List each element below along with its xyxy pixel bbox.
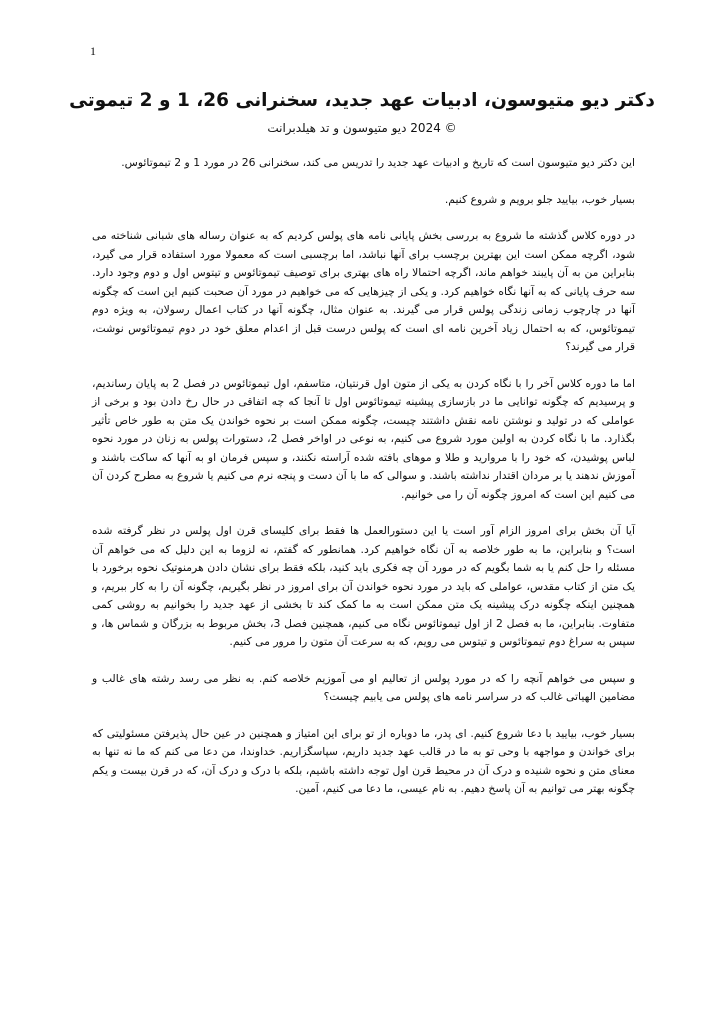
copyright-line: © 2024 دیو متیوسون و تد هیلدبرانت bbox=[267, 121, 457, 135]
paragraph-intro: این دکتر دیو متیوسون است که تاریخ و ادبیات عهد جدید را تدریس می کند، سخنرانی 26 در مورد 1 و 2 تیموتائوس. bbox=[121, 156, 635, 169]
paragraph-begin: بسیار خوب، بیایید جلو برویم و شروع کنیم. bbox=[444, 192, 635, 206]
paragraph-hermeneutics: آیا آن بخش برای امروز الزام آور است یا این دستورالعمل ها فقط برای کلیسای قرن اول پولس در نظر گرفته شده است؟ و بنابراین، ما به طور خلاصه به آن نگاه خواهیم کرد. همانطور که گفتم، نه لزوما به این دلیل که می خواهم آن مسئله را حل کنم یا به شما بگویم که در مورد آن چه فکری باید کنید، بلکه فقط برای نشان دادن هرمنوتیک نحوه برخورد با یک متن از کتاب مقدس، عواملی که باید در مورد نحوه خواندن آن برای امروز در نظر بگیریم، چگونه آن را به کار ببریم، و همچنین اینکه چگونه درک پیشینه یک متن ممکن است به ما کمک کند تا بخشی از عهد جدید را بخوانیم به روشی کمی متفاوت. بنابراین، ما به فصل 2 از اول تیموتائوس نگاه می کنیم، همچنین فصل 3، بخش مربوط به بزرگان و شماس ها، و سپس به سراغ دوم تیموتائوس و تیتوس می رویم، که به سرعت آن متون را مرور می کنیم. bbox=[92, 524, 635, 648]
paragraph-pastoral-letters: در دوره کلاس گذشته ما شروع به بررسی بخش پایانی نامه های پولس کردیم که به عنوان رساله های شبانی شناخته می شود، اگرچه ممکن است این بهترین برچسب برای آنها نباشد، اما برچسبی است که معمولا مورد استفاده قرار می گیرد، بنابراین من به آن پایبند خواهم ماند، اگرچه احتمالا راه های بهتری برای توصیف تیموتائوس و تیتوس اول و دوم وجود دارد. سه حرف پایانی که به آنها نگاه خواهیم کرد. و یکی از چیزهایی که می خواهیم در مورد آن صحبت کنیم این است که چگونه آنها در چارچوب زمانی زندگی پولس قرار می گیرند. به عنوان مثال، چگونه آنها در کتاب اعمال رسولان، به ویژه دوم تیموتائوس، که به احتمال زیاد آخرین نامه ای است که پولس درست قبل از اعدام معلق خود در دوم تیموتائوس نوشت، قرار می گیرند؟ bbox=[92, 229, 635, 353]
paragraph-summary: و سپس می خواهم آنچه را که در مورد پولس از تعالیم او می آموزیم خلاصه کنم. به نظر می رسد رشته های غالب و مضامین الهیاتی غالب که در سراسر نامه های پولس می یابیم چیست؟ bbox=[92, 671, 635, 703]
paragraph-prayer: بسیار خوب، بیایید با دعا شروع کنیم. ای پدر، ما دوباره از تو برای این امتیاز و همچنین در عین حال پذیرفتن مسئولیتی که برای خواندن و مواجهه با وحی تو به ما در قالب عهد جدید داریم، سپاسگزاریم. خداوندا، من دعا می کنم که ما نه تنها به معنای متن و نحوه شنیده و درک آن در محیط قرن اول توجه داشته باشیم، بلکه با درک و درک آن، که در قرن بیست و یکم چگونه بهتر می توانیم به آن پاسخ دهیم. به نام عیسی، ما دعا می کنیم، آمین. bbox=[92, 726, 635, 795]
document-body bbox=[92, 154, 635, 817]
paragraph-first-timothy-ch2: اما ما دوره کلاس آخر را با نگاه کردن به یکی از متون اول قرنتیان، متاسفم، اول تیموتائوس در فصل 2 به پایان رساندیم، و پرسیدیم که چگونه توانایی ما در بازسازی پیشینه تیموتائوس اول تا آنجا که چه اتفاقی در حال رخ دادن بود و برخی از عواملی که در تولید و نوشتن نامه نقش داشتند چیست، چگونه ممکن است بر نحوه خواندن یک متن به طور خاص تأثیر بگذارد. ما با نگاه کردن به اولین مورد شروع می کنیم، به نوعی در اواخر فصل 2، دستورات پولس به زنان در مورد نحوه لباس پوشیدن، که خود را با مروارید و طلا و موهای بافته شده آراسته نکنند، و سپس فرمان او به آنها که ساکت باشند و آموزش ندهند یا بر مردان اقتدار نداشته باشند. و سوالی که ما با آن دست و پنجه نرم می کنیم یا شروع به مطرح کردن آن می کنیم این است که امروز چگونه آن را می خوانیم. bbox=[92, 376, 635, 501]
page-number: 1 bbox=[90, 44, 96, 58]
document-title: دکتر دیو متیوسون، ادبیات عهد جدید، سخنرانی 26، 1 و 2 تیموتی bbox=[69, 90, 655, 111]
